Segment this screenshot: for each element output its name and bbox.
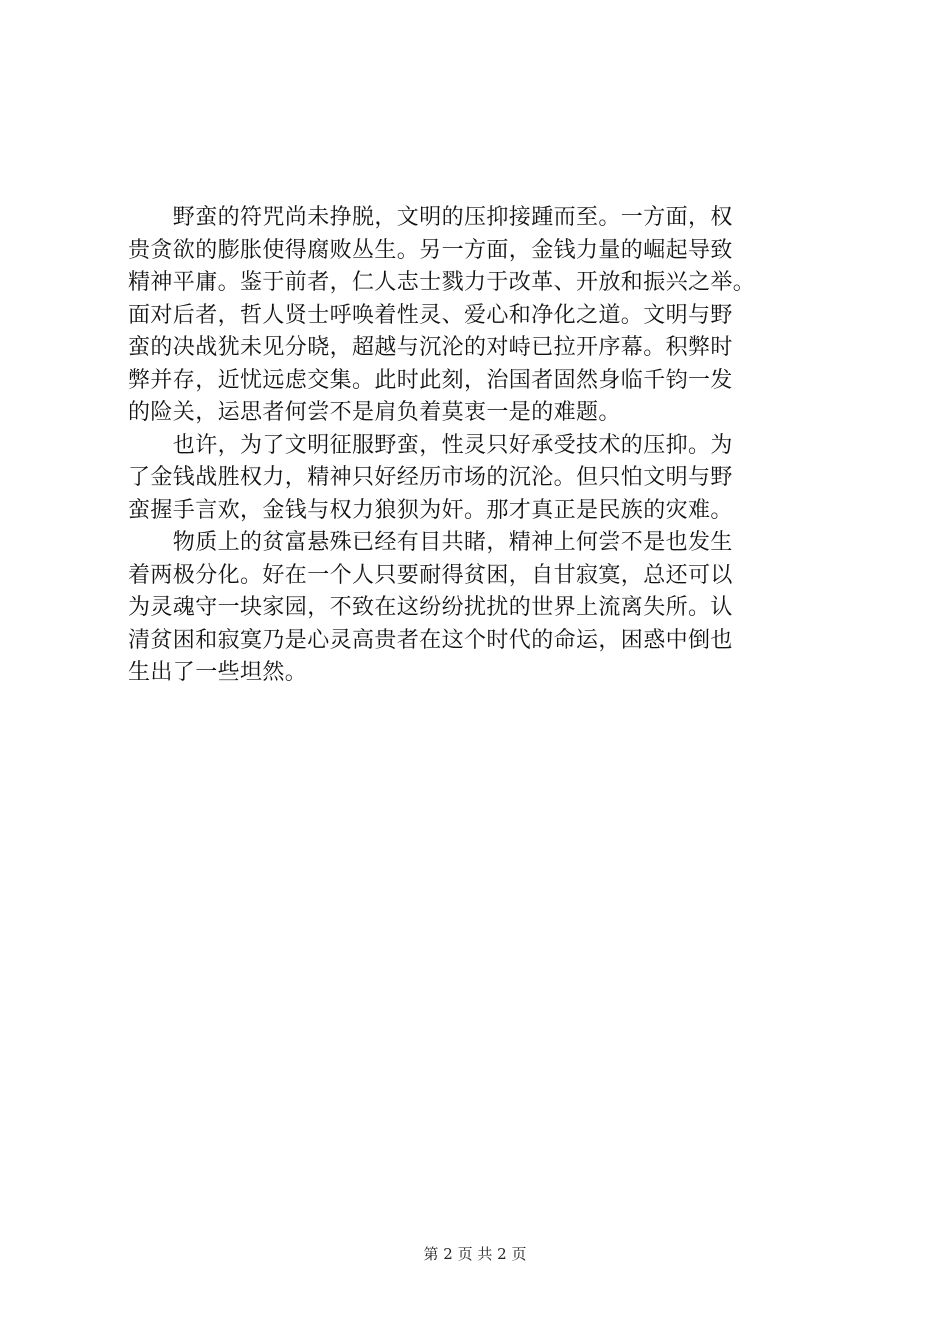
text-line: 蛮握手言欢，金钱与权力狼狈为奸。那才真正是民族的灾难。 <box>128 497 733 523</box>
text-line: 清贫困和寂寞乃是心灵高贵者在这个时代的命运，困惑中倒也 <box>128 627 733 653</box>
text-line: 面对后者，哲人贤士呼唤着性灵、爱心和净化之道。文明与野 <box>128 302 733 328</box>
text-line: 精神平庸。鉴于前者，仁人志士戮力于改革、开放和振兴之举。 <box>128 270 756 295</box>
text-line: 着两极分化。好在一个人只要耐得贫困，自甘寂寞，总还可以 <box>128 562 733 588</box>
body-text <box>128 202 848 690</box>
text-line: 贵贪欲的膨胀使得腐败丛生。另一方面，金钱力量的崛起导致 <box>128 237 733 263</box>
text-line: 野蛮的符咒尚未挣脱，文明的压抑接踵而至。一方面，权 <box>128 205 733 230</box>
text-line: 物质上的贫富悬殊已经有目共睹，精神上何尝不是也发生 <box>128 530 733 555</box>
text-line: 了金钱战胜权力，精神只好经历市场的沉沦。但只怕文明与野 <box>128 465 733 490</box>
text-line: 弊并存，近忧远虑交集。此时此刻，治国者固然身临千钧一发 <box>128 367 733 393</box>
page-number-footer: 第 2 页 共 2 页 <box>423 1245 527 1263</box>
text-line: 也许，为了文明征服野蛮，性灵只好承受技术的压抑。为 <box>128 432 733 458</box>
text-line: 生出了一些坦然。 <box>128 660 308 685</box>
text-line: 为灵魂守一块家园，不致在这纷纷扰扰的世界上流离失所。认 <box>128 595 733 620</box>
text-line: 蛮的决战犹未见分晓，超越与沉沦的对峙已拉开序幕。积弊时 <box>128 335 733 360</box>
text-line: 的险关，运思者何尝不是肩负着莫衷一是的难题。 <box>128 400 621 425</box>
